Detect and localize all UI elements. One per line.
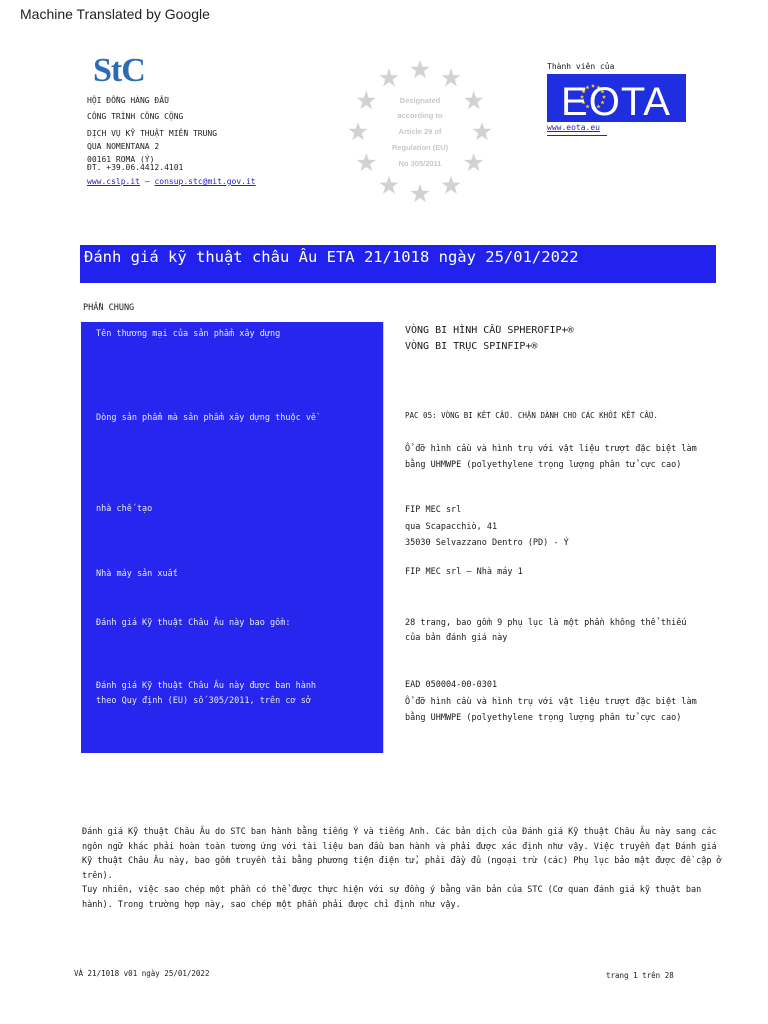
org-phone: ĐT. +39.06.4412.4101 [87, 163, 184, 172]
legal-notice-paragraph-1: Đánh giá Kỹ thuật Châu Âu do STC ban hành bằng tiếng Ý và tiếng Anh. Các bản dịch của Đánh giá Kỹ thuật Châu Âu này sang các ngôn ngữ khác phải hoàn toàn tương ứng với tài liệu ban đầu ban hành và phải được xác định như vậy. Việc truyền đạt Đánh giá Kỹ thuật Châu Âu này, bao gồm truyền tải bằng phương tiện điện tử, phải đầy đủ (ngoại trừ (các) Phụ lục bảo mật được đề cập ở trên). [82, 827, 722, 881]
footer-page-number: trang 1 trên 28 [606, 971, 674, 980]
row-label-basis-1: Đánh giá Kỹ thuật Châu Âu này được ban hành [96, 681, 317, 691]
eota-member-label: Thành viên của [547, 62, 615, 71]
stamp-line-4: Regulation (EU) [391, 143, 449, 152]
eu-star-icon [410, 60, 429, 78]
eu-star-icon [357, 91, 376, 109]
eu-stars-stamp [340, 52, 500, 212]
machine-translation-banner: Machine Translated by Google [20, 6, 210, 22]
row-label-plant: Nhà máy sản xuất [96, 569, 178, 579]
eota-url-link[interactable]: www.eota.eu [547, 123, 600, 132]
eu-star-icon [441, 176, 460, 194]
row-value-product-family-2: Ổ đỡ hình cầu và hình trụ với vật liệu trượt đặc biệt làm [405, 444, 697, 454]
footer-document-id: VÀ 21/1018 v01 ngày 25/01/2022 [74, 969, 210, 978]
legal-notice-paragraph-2: Tuy nhiên, việc sao chép một phần có thể được thực hiện với sự đồng ý bằng văn bản của STC (Cơ quan đánh giá kỹ thuật ban hành). Trong trường hợp này, sao chép một phần phải được chỉ định như vậy. [82, 885, 702, 910]
row-value-contents-1: 28 trang, bao gồm 9 phụ lục là một phần không thể thiếu [405, 618, 687, 628]
eota-url-rule [547, 135, 607, 136]
org-line-5: 00161 ROMA (Ý) [87, 155, 155, 164]
eota-logo-text: EOTA [561, 80, 671, 122]
row-value-contents-2: của bản đánh giá này [405, 633, 508, 643]
eu-star-icon [348, 122, 367, 140]
stamp-line-2: according to [397, 111, 443, 120]
row-label-basis-2: theo Quy định (EU) số 305/2011, trên cơ sở [96, 696, 311, 706]
eu-star-icon [441, 68, 460, 86]
row-value-basis-1: EAD 050004-00-0301 [405, 680, 498, 690]
eu-star-icon [464, 153, 483, 171]
row-value-trade-name-2: VÒNG BI TRỤC SPINFIP+® [405, 341, 538, 352]
org-contacts [87, 177, 256, 187]
row-value-manufacturer-2: qua Scapacchiò, 41 [405, 522, 498, 532]
eu-star-icon [410, 184, 429, 202]
column-divider [383, 322, 384, 753]
stamp-line-5: No 305/2011 [398, 159, 442, 168]
section-heading: PHẦN CHUNG [83, 303, 135, 313]
eu-star-icon [379, 176, 398, 194]
eota-logo [547, 74, 686, 122]
legal-notice [82, 825, 722, 912]
row-value-product-family-3: bằng UHMWPE (polyethylene trọng lượng phân tử cực cao) [405, 460, 682, 470]
email-link[interactable]: consup.stc@mit.gov.it [154, 177, 256, 186]
row-value-trade-name-1: VÒNG BI HÌNH CẦU SPHEROFIP+® [405, 325, 574, 336]
row-label-manufacturer: nhà chế tạo [96, 504, 153, 514]
row-value-manufacturer-1: FIP MEC srl [405, 505, 462, 515]
row-label-contents: Đánh giá Kỹ thuật Châu Âu này bao gồm: [96, 618, 291, 628]
stamp-line-1: Designated [399, 96, 441, 105]
eu-star-icon [464, 91, 483, 109]
row-value-plant: FIP MEC srl – Nhà máy 1 [405, 567, 523, 577]
row-value-product-family-1: PAC 05: VÒNG BI KẾT CẤU. CHẶN DÀNH CHO CÁC KHỐI KẾT CẤU. [405, 411, 658, 420]
website-link[interactable]: www.cslp.it [87, 177, 140, 186]
contact-separator: – [144, 177, 150, 186]
eu-star-icon [357, 153, 376, 171]
eu-star-icon [472, 122, 491, 140]
row-value-manufacturer-3: 35030 Selvazzano Dentro (PD) - Ý [405, 538, 569, 548]
org-line-3: DỊCH VỤ KỸ THUẬT MIỀN TRUNG [87, 129, 218, 138]
row-label-trade-name: Tên thương mại của sản phẩm xây dựng [96, 329, 281, 339]
document-title: Đánh giá kỹ thuật châu Âu ETA 21/1018 ngày 25/01/2022 [84, 248, 579, 266]
stamp-line-3: Article 29 of [398, 127, 442, 136]
eu-star-icon [379, 68, 398, 86]
row-value-basis-2: Ổ đỡ hình cầu và hình trụ với vật liệu trượt đặc biệt làm [405, 697, 697, 707]
row-label-product-family: Dòng sản phẩm mà sản phẩm xây dựng thuộc về [96, 413, 317, 423]
org-line-4: QUA NOMENTANA 2 [87, 142, 160, 151]
org-line-2: CÔNG TRÌNH CÔNG CỘNG [87, 112, 184, 121]
org-line-1: HỘI ĐỒNG HÀNG ĐẦU [87, 96, 169, 105]
row-value-basis-3: bằng UHMWPE (polyethylene trọng lượng phân tử cực cao) [405, 713, 682, 723]
stc-logo: StC [93, 52, 145, 89]
